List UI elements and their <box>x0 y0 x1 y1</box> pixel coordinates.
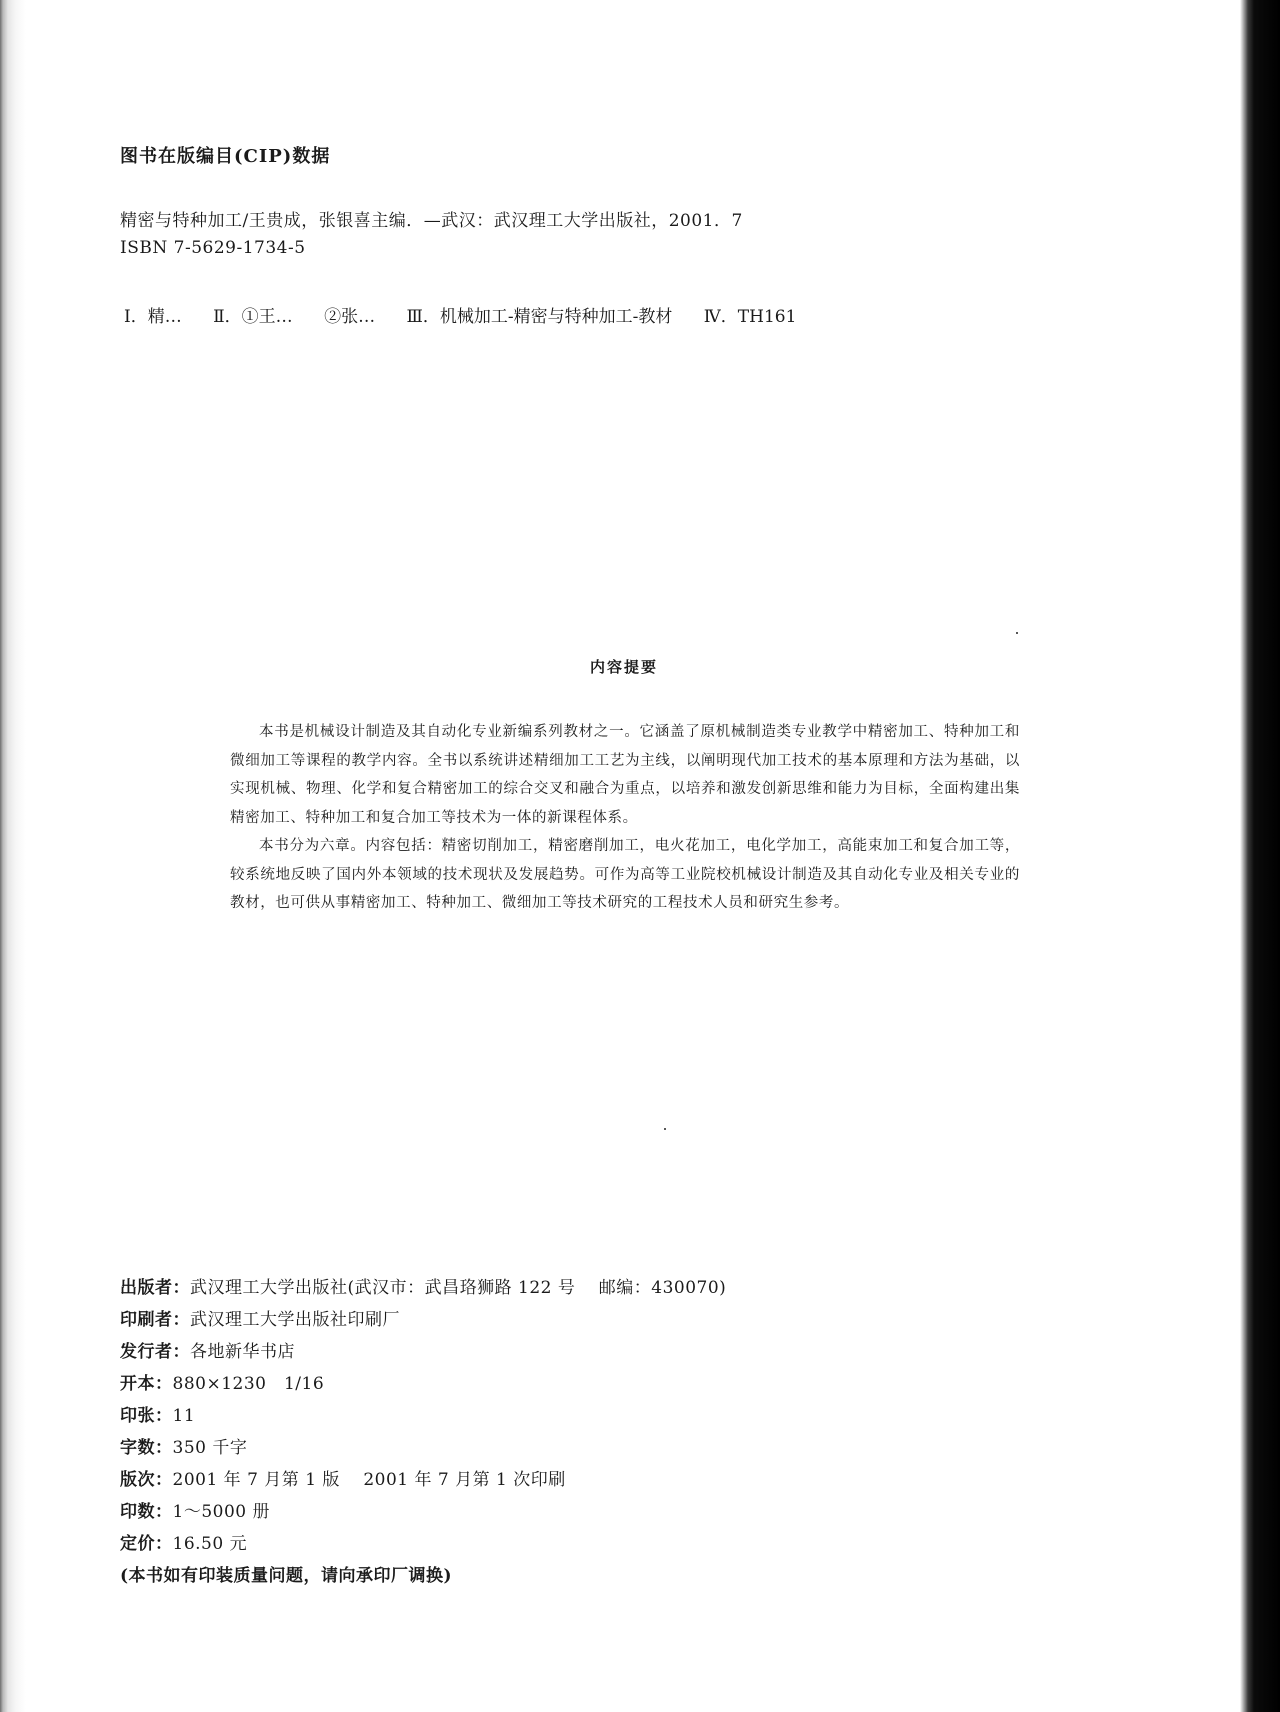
row-value: 880×1230 1/16 <box>172 1374 325 1394</box>
row-value: 各地新华书店 <box>190 1342 295 1362</box>
quality-note: (本书如有印装质量问题，请向承印厂调换) <box>120 1566 453 1586</box>
word-count-row <box>120 1432 726 1464</box>
publisher-row <box>120 1272 726 1304</box>
summary-paragraph: 本书是机械设计制造及其自动化专业新编系列教材之一。它涵盖了原机械制造类专业教学中精密加工、特种加工和微细加工等课程的教学内容。全书以系统讲述精细加工工艺为主线，以阐明现代加工技术的基本原理和方法为基础，以实现机械、物理、化学和复合精密加工的综合交叉和融合为重点，以培养和激发创新思维和能力为目标，全面构建出集精密加工、特种加工和复合加工等技术为一体的新课程体系。 <box>230 724 1020 826</box>
printer-row <box>120 1304 726 1336</box>
distributor-row <box>120 1336 726 1368</box>
classification-item: Ⅳ．TH161 <box>703 307 797 327</box>
summary-title: 内容提要 <box>589 658 658 676</box>
row-label: 定价： <box>120 1534 173 1554</box>
edition-row <box>120 1464 726 1496</box>
sheets-row <box>120 1400 726 1432</box>
row-label: 印数： <box>120 1502 173 1522</box>
cip-bibliographic-line: 精密与特种加工/王贵成，张银喜主编．—武汉：武汉理工大学出版社，2001．7 <box>120 211 743 231</box>
row-value: 1～5000 册 <box>172 1502 270 1522</box>
row-label: 版次： <box>120 1470 173 1490</box>
row-value: 2001 年 7 月第 1 版 2001 年 7 月第 1 次印刷 <box>172 1470 566 1490</box>
row-label: 出版者： <box>120 1278 190 1298</box>
summary-paragraph: 本书分为六章。内容包括：精密切削加工，精密磨削加工，电火花加工，电化学加工，高能束加工和复合加工等，较系统地反映了国内外本领域的技术现状及发展趋势。可作为高等工业院校机械设计制造及其自动化专业及相关专业的教材，也可供从事精密加工、特种加工、微细加工等技术研究的工程技术人员和研究生参考。 <box>230 838 1020 911</box>
publication-info <box>120 1272 726 1592</box>
row-value: 武汉理工大学出版社(武汉市：武昌珞狮路 122 号 邮编：430070) <box>190 1278 727 1298</box>
row-value: 350 千字 <box>172 1438 248 1458</box>
print-run-row <box>120 1496 726 1528</box>
row-label: 印张： <box>120 1406 173 1426</box>
classification-item: Ⅱ．①王… <box>213 307 293 327</box>
row-value: 16.50 元 <box>172 1534 248 1554</box>
scan-right-edge <box>1240 0 1280 1712</box>
cip-isbn: ISBN 7-5629-1734-5 <box>120 238 306 258</box>
classification-item: Ⅰ．精… <box>124 307 182 327</box>
row-label: 发行者： <box>120 1342 190 1362</box>
row-label: 字数： <box>120 1438 173 1458</box>
cip-title: 图书在版编目(CIP)数据 <box>120 146 331 167</box>
cip-classification <box>124 302 822 327</box>
format-row <box>120 1368 726 1400</box>
classification-item: Ⅲ．机械加工-精密与特种加工-教材 <box>406 307 673 327</box>
summary-body <box>230 718 1020 918</box>
price-row <box>120 1528 726 1560</box>
row-label: 印刷者： <box>120 1310 190 1330</box>
row-value: 11 <box>172 1406 196 1426</box>
row-value: 武汉理工大学出版社印刷厂 <box>190 1310 400 1330</box>
row-label: 开本： <box>120 1374 173 1394</box>
classification-item: ②张… <box>324 307 376 327</box>
